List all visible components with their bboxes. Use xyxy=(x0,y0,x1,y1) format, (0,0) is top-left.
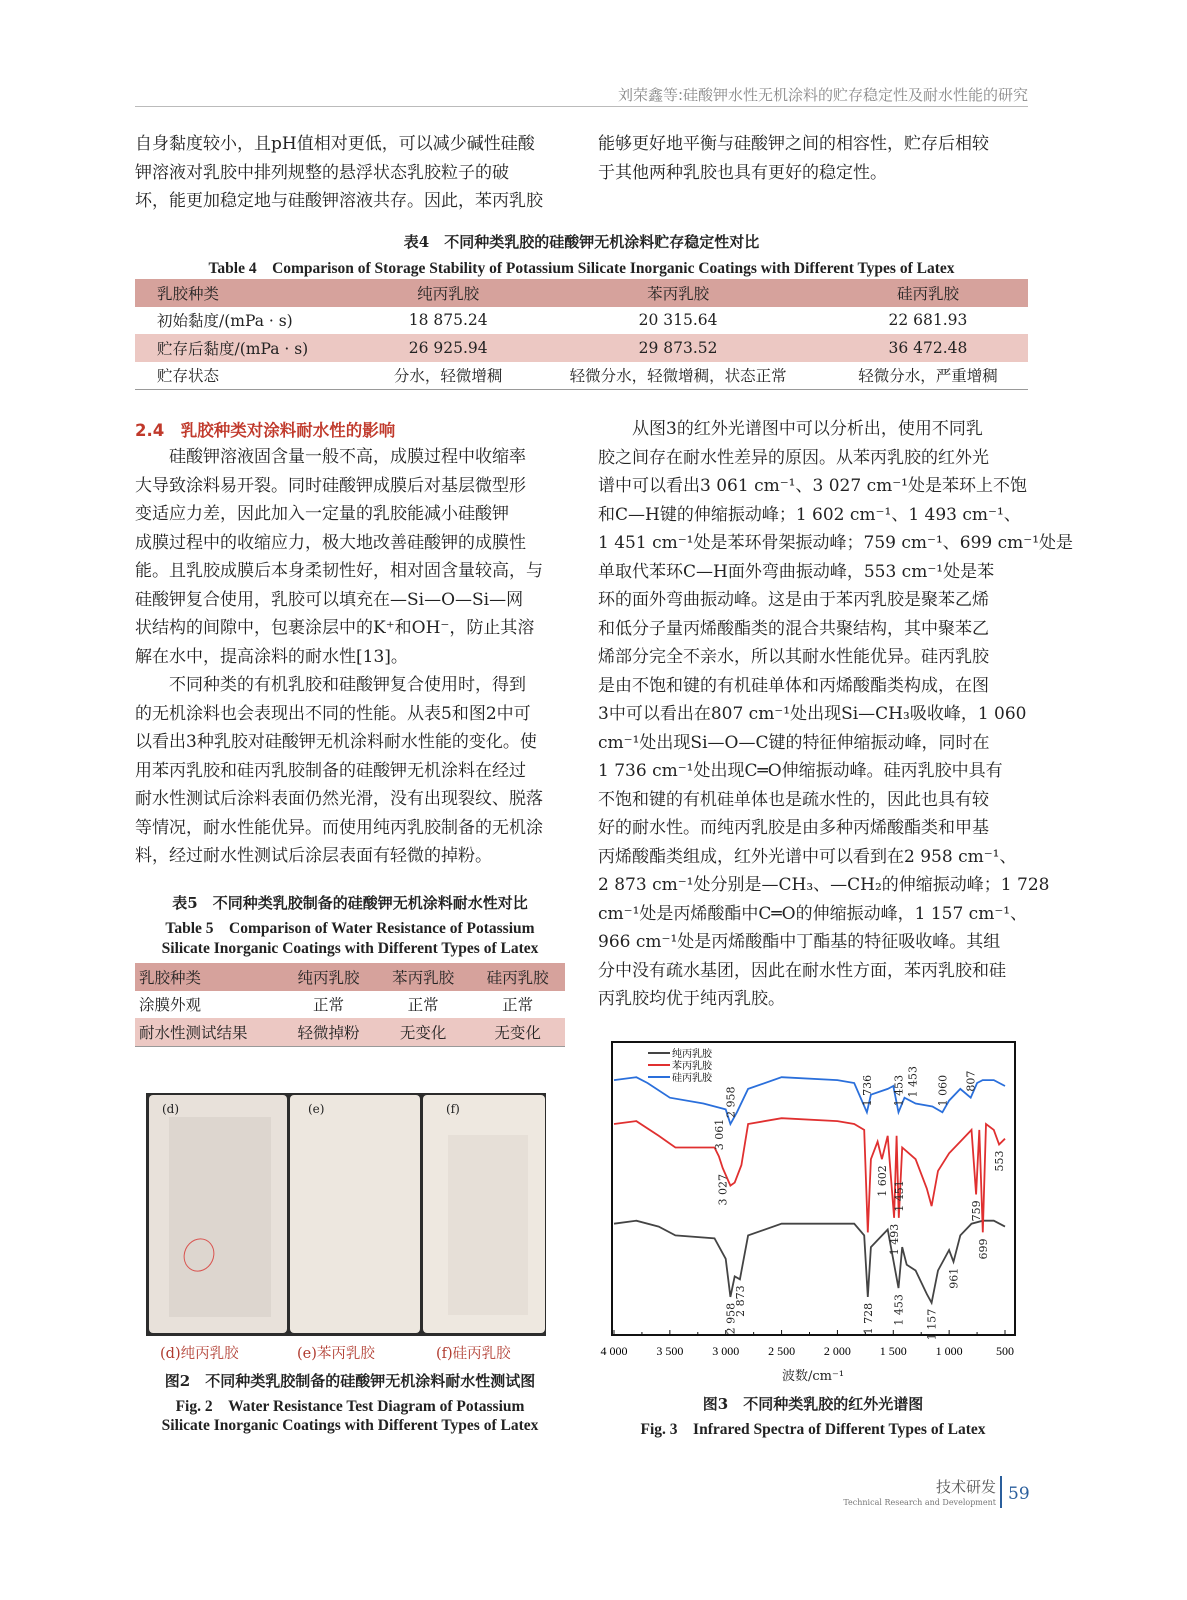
x-tick-label: 3 000 xyxy=(712,1344,740,1358)
peak-label: 759 xyxy=(970,1200,984,1222)
legend-label: 硅丙乳胶 xyxy=(672,1073,712,1084)
text-line: 以看出3种乳胶对硅酸钾无机涂料耐水性能的变化。使 xyxy=(135,732,537,752)
text-line: 好的耐水性。而纯丙乳胶是由多种丙烯酸酯类和甲基 xyxy=(598,818,989,838)
text-line: 不饱和键的有机硅单体也是疏水性的，因此也具有较 xyxy=(598,789,989,810)
series-line-1 xyxy=(614,1118,1005,1232)
peak-label: 3 061 xyxy=(712,1118,726,1151)
text-line: 成膜过程中的收缩应力，极大地改善硅酸钾的成膜性 xyxy=(135,532,526,553)
text-line: 料，经过耐水性测试后涂层表面有轻微的掉粉。 xyxy=(135,846,492,866)
sample-d-surface xyxy=(169,1117,271,1317)
sample-f xyxy=(423,1095,545,1333)
table5 xyxy=(135,963,565,1047)
peak-label: 1 602 xyxy=(875,1165,889,1197)
table-row xyxy=(135,334,1028,362)
peak-label: 2 958 xyxy=(724,1086,738,1119)
peak-label: 1 728 xyxy=(861,1302,875,1335)
figure2-caption-en: Fig. 2 Water Resistance Test Diagram of Potassium xyxy=(175,1398,525,1415)
right-body-text xyxy=(598,415,1074,1014)
peak-label: 1 157 xyxy=(925,1308,939,1341)
text-line: 和低分子量丙烯酸酯类的混合共聚结构，其中聚苯乙 xyxy=(598,618,989,639)
sample-f-surface xyxy=(448,1135,528,1315)
x-tick-label: 500 xyxy=(996,1344,1014,1358)
sample-e xyxy=(290,1095,420,1333)
legend-label: 纯丙乳胶 xyxy=(672,1049,712,1060)
figure2-caption-en-2: Silicate Inorganic Coatings with Different Types of Latex xyxy=(161,1417,539,1434)
header-rule xyxy=(135,106,1028,107)
plot-frame xyxy=(612,1042,1015,1335)
table5-caption-en: Table 5 Comparison of Water Resistance of Potassium xyxy=(165,920,535,937)
table-cell: 26 925.94 xyxy=(408,338,488,357)
peak-label: 2 873 xyxy=(733,1285,747,1317)
peak-label: 1 493 xyxy=(888,1223,902,1256)
table4 xyxy=(135,279,1028,390)
text-line: 966 cm⁻¹处是丙烯酸酯中丁酯基的特征吸收峰。其组 xyxy=(598,932,1001,952)
text-line: cm⁻¹处是丙烯酸酯中C═O的伸缩振动峰，1 157 cm⁻¹、 xyxy=(598,903,1028,924)
x-tick-label: 3 500 xyxy=(656,1344,684,1358)
series-line-0 xyxy=(614,1221,1005,1303)
table-header-row xyxy=(135,279,1028,307)
table-cell: 硅丙乳胶 xyxy=(486,968,549,987)
table-cell: 29 873.52 xyxy=(638,338,718,357)
text-line: 耐水性测试后涂料表面仍然光滑，没有出现裂纹、脱落 xyxy=(135,789,543,809)
table-cell: 无变化 xyxy=(399,1023,447,1042)
ir-spectra-chart xyxy=(590,1030,1030,1390)
table-row xyxy=(135,307,1028,335)
peak-label: 1 453 xyxy=(892,1074,906,1107)
footer-section-cn: 技术研发 xyxy=(935,1478,996,1496)
text-line: 和C—H键的伸缩振动峰；1 602 cm⁻¹、1 493 cm⁻¹、 xyxy=(598,504,1021,525)
text-line: 单取代苯环C—H面外弯曲振动峰，553 cm⁻¹处是苯 xyxy=(598,561,995,582)
water-resistance-photo xyxy=(146,1093,546,1336)
text-line: 烯部分完全不亲水，所以其耐水性能优异。硅丙乳胶 xyxy=(598,647,989,667)
sublabel-d: (d)纯丙乳胶 xyxy=(160,1346,239,1362)
table-cell: 初始黏度/(mPa · s) xyxy=(157,312,293,331)
peak-label: 1 060 xyxy=(936,1074,950,1107)
table-cell: 36 472.48 xyxy=(888,338,968,357)
text-line: 分中没有疏水基团，因此在耐水性方面，苯丙乳胶和硅 xyxy=(598,960,1006,981)
text-line: 用苯丙乳胶和硅丙乳胶制备的硅酸钾无机涂料在经过 xyxy=(135,760,526,781)
table5-caption-en-2: Silicate Inorganic Coatings with Different Types of Latex xyxy=(161,940,539,957)
x-tick-label: 4 000 xyxy=(600,1344,628,1358)
peak-label: 1 453 xyxy=(906,1066,920,1098)
text-line: 胶之间存在耐水性差异的原因。从苯丙乳胶的红外光 xyxy=(598,447,989,468)
table-cell: 乳胶种类 xyxy=(139,968,202,987)
table-cell: 苯丙乳胶 xyxy=(392,968,455,987)
table-cell: 轻微分水，轻微增稠，状态正常 xyxy=(569,367,787,386)
table-row xyxy=(135,1018,565,1046)
text-line: 变适应力差，因此加入一定量的乳胶能减小硅酸钾 xyxy=(135,504,509,524)
figure3-caption-cn: 图3 不同种类乳胶的红外光谱图 xyxy=(702,1395,924,1413)
table4-caption-en: Table 4 Comparison of Storage Stability of Potassium Silicate Inorganic Coatings with Different Types of Latex xyxy=(208,260,955,277)
text-line: cm⁻¹处出现Si—O—C键的特征伸缩振动峰，同时在 xyxy=(598,732,990,753)
table-cell: 纯丙乳胶 xyxy=(417,284,480,303)
peak-label: 553 xyxy=(993,1150,1007,1172)
running-title: 刘荣鑫等:硅酸钾水性无机涂料的贮存稳定性及耐水性能的研究 xyxy=(617,86,1028,104)
table-cell: 无变化 xyxy=(494,1023,541,1042)
text-line: 不同种类的有机乳胶和硅酸钾复合使用时，得到 xyxy=(169,675,526,695)
text-line: 的无机涂料也会表现出不同的性能。从表5和图2中可 xyxy=(135,703,531,724)
sample-d xyxy=(149,1095,287,1333)
table5-caption-cn: 表5 不同种类乳胶制备的硅酸钾无机涂料耐水性对比 xyxy=(172,894,528,912)
text-line: 硅酸钾复合使用，乳胶可以填充在—Si—O—Si—网 xyxy=(135,589,524,610)
text-line: 丙乳胶均优于纯丙乳胶。 xyxy=(598,989,785,1009)
panel-label-e: (e) xyxy=(308,1102,325,1116)
table-cell: 20 315.64 xyxy=(638,311,718,330)
table-cell: 苯丙乳胶 xyxy=(647,284,710,303)
top-right-text xyxy=(598,130,1030,187)
text-line: 是由不饱和键的有机硅单体和丙烯酸酯类构成，在图 xyxy=(598,675,989,696)
peak-label: 961 xyxy=(947,1267,961,1289)
footer-divider xyxy=(1000,1476,1002,1508)
peak-label: 3 027 xyxy=(716,1173,730,1206)
peak-label: 1 451 xyxy=(892,1180,906,1212)
x-tick-label: 1 000 xyxy=(935,1344,963,1358)
table4-caption-cn: 表4 不同种类乳胶的硅酸钾无机涂料贮存稳定性对比 xyxy=(403,233,760,251)
table-cell: 轻微掉粉 xyxy=(297,1023,360,1042)
text-line: 能够更好地平衡与硅酸钾之间的相容性，贮存后相较 xyxy=(598,134,989,154)
table-cell: 18 875.24 xyxy=(408,311,488,330)
table-row xyxy=(135,991,565,1019)
table-cell: 正常 xyxy=(407,996,439,1015)
table-cell: 硅丙乳胶 xyxy=(896,284,959,303)
x-axis-label: 波数/cm⁻¹ xyxy=(781,1369,845,1384)
table-cell: 乳胶种类 xyxy=(157,284,220,303)
peak-label: 1 736 xyxy=(860,1074,874,1107)
peak-label: 807 xyxy=(964,1070,978,1092)
panel-label-d: (d) xyxy=(162,1102,180,1116)
text-line: 钾溶液对乳胶中排列规整的悬浮状态乳胶粒子的破 xyxy=(135,162,509,183)
peak-label: 2 958 xyxy=(724,1302,738,1335)
text-line: 3中可以看出在807 cm⁻¹处出现Si—CH₃吸收峰，1 060 xyxy=(598,704,1027,724)
legend-label: 苯丙乳胶 xyxy=(672,1061,712,1072)
text-line: 丙烯酸酯类组成，红外光谱中可以看到在2 958 cm⁻¹、 xyxy=(598,846,1017,867)
sublabel-e: (e)苯丙乳胶 xyxy=(297,1346,375,1362)
table-cell: 22 681.93 xyxy=(888,311,968,330)
figure2-caption-cn: 图2 不同种类乳胶制备的硅酸钾无机涂料耐水性测试图 xyxy=(164,1372,536,1390)
table-cell: 贮存后黏度/(mPa · s) xyxy=(157,339,309,358)
table-cell: 分水，轻微增稠 xyxy=(393,367,503,386)
text-line: 解在水中，提高涂料的耐水性[13]。 xyxy=(135,646,408,667)
text-line: 自身黏度较小，且pH值相对更低，可以减少碱性硅酸 xyxy=(135,134,535,154)
table-cell: 贮存状态 xyxy=(157,367,220,386)
table-row xyxy=(135,362,1028,390)
text-line: 环的面外弯曲振动峰。这是由于苯丙乳胶是聚苯乙烯 xyxy=(598,590,989,610)
table-cell: 纯丙乳胶 xyxy=(297,968,360,987)
x-tick-label: 2 500 xyxy=(768,1344,796,1358)
table-cell: 正常 xyxy=(502,996,534,1015)
text-line: 谱中可以看出3 061 cm⁻¹、3 027 cm⁻¹处是苯环上不饱 xyxy=(598,476,1028,496)
footer-section-en: Technical Research and Development xyxy=(843,1498,996,1507)
table-cell: 轻微分水，严重增稠 xyxy=(858,367,998,386)
text-line: 1 451 cm⁻¹处是苯环骨架振动峰；759 cm⁻¹、699 cm⁻¹处是 xyxy=(598,533,1074,553)
x-tick-label: 2 000 xyxy=(823,1344,851,1358)
peak-label: 699 xyxy=(976,1238,990,1260)
x-tick-label: 1 500 xyxy=(879,1344,907,1358)
text-line: 能。且乳胶成膜后本身柔韧性好，相对固含量较高，与 xyxy=(135,561,543,581)
text-line: 硅酸钾溶液固含量一般不高，成膜过程中收缩率 xyxy=(169,447,526,467)
table-cell: 耐水性测试结果 xyxy=(139,1023,248,1042)
text-line: 1 736 cm⁻¹处出现C═O伸缩振动峰。硅丙乳胶中具有 xyxy=(598,761,1003,781)
top-left-text xyxy=(135,130,567,216)
left-body-text xyxy=(135,443,567,871)
table-header-row xyxy=(135,963,565,991)
text-line: 状结构的间隙中，包裹涂层中的K⁺和OH⁻，防止其溶 xyxy=(135,618,535,638)
table-cell: 涂膜外观 xyxy=(139,996,202,1015)
text-line: 坏，能更加稳定地与硅酸钾溶液共存。因此，苯丙乳胶 xyxy=(135,191,543,211)
figure3-caption-en: Fig. 3 Infrared Spectra of Different Types of Latex xyxy=(640,1421,986,1438)
text-line: 2 873 cm⁻¹处分别是—CH₃、—CH₂的伸缩振动峰；1 728 xyxy=(598,875,1050,895)
panel-label-f: (f) xyxy=(446,1102,460,1116)
peak-label: 1 453 xyxy=(892,1294,906,1326)
table-cell: 正常 xyxy=(312,996,344,1015)
text-line: 于其他两种乳胶也具有更好的稳定性。 xyxy=(598,162,887,183)
page-number: 59 xyxy=(1008,1484,1030,1504)
text-line: 等情况，耐水性能优异。而使用纯丙乳胶制备的无机涂 xyxy=(135,817,543,838)
text-line: 从图3的红外光谱图中可以分析出，使用不同乳 xyxy=(632,419,983,439)
sublabel-f: (f)硅丙乳胶 xyxy=(436,1346,511,1362)
section-heading: 2.4 乳胶种类对涂料耐水性的影响 xyxy=(135,421,396,440)
text-line: 大导致涂料易开裂。同时硅酸钾成膜后对基层微型形 xyxy=(135,475,526,496)
